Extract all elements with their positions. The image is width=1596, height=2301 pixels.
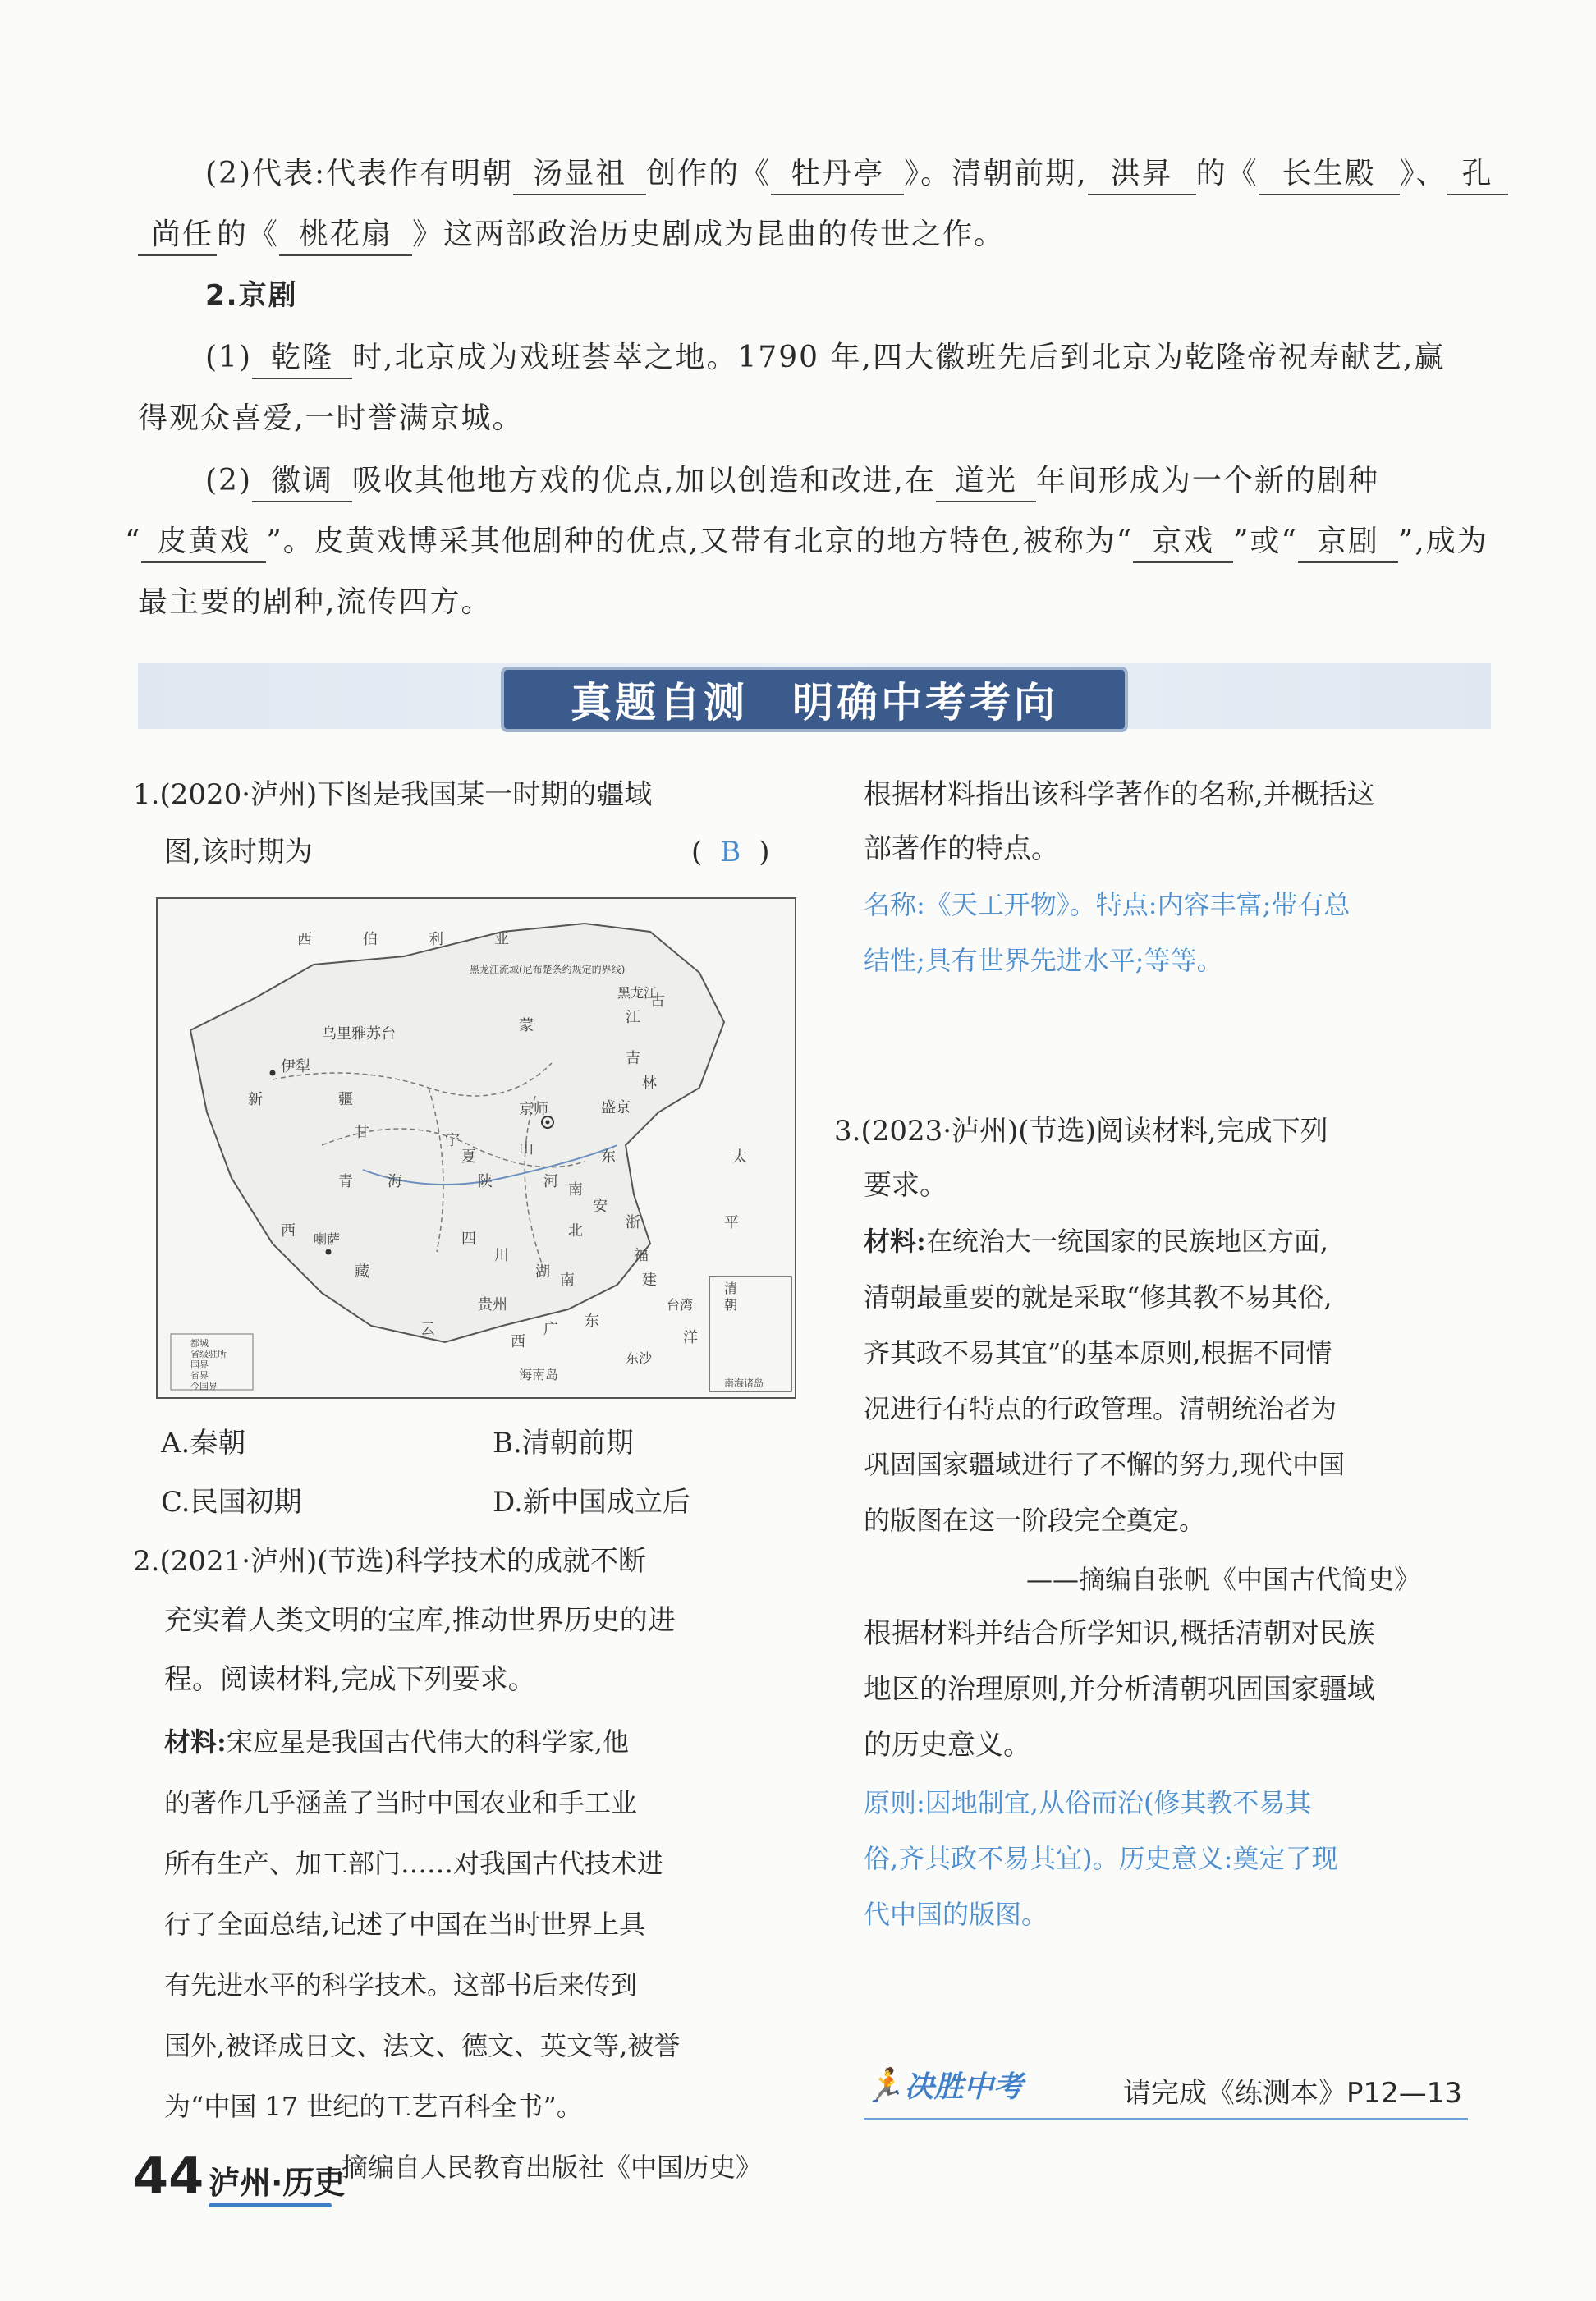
book-title: 泸州·历史 <box>209 2165 346 2201</box>
map-label-dongsha: 东沙 <box>626 1350 653 1366</box>
blank-pihuangxi: 皮黄戏 <box>141 522 266 563</box>
p1-line1: (2)代表:代表作有明朝 汤显祖 创作的《 牡丹亭 》。清朝前期, 洪昇 的《 长生殿 》、 孔 <box>205 149 1508 199</box>
p3-line1: (2) 徽调 吸收其他地方戏的优点,加以创造和改进,在 道光 年间形成为一个新的剧种 <box>205 456 1379 506</box>
q2-material-5: 有先进水平的科学技术。这部书后来传到 <box>164 1969 638 2001</box>
q1-answer: ( B ) <box>691 836 770 869</box>
p1-line2: 尚任 的《 桃花扇 》这两部政治历史剧成为昆曲的传世之作。 <box>138 210 1005 259</box>
q3-material-2: 清朝最重要的就是采取“修其教不易其俗, <box>864 1281 1332 1313</box>
map-inset-box <box>709 1277 791 1391</box>
map-label-guizhou: 贵州 <box>478 1296 507 1313</box>
q3-question-3: 的历史意义。 <box>864 1729 1031 1762</box>
map-label-si: 四 <box>461 1231 476 1248</box>
q2-line3: 程。阅读材料,完成下列要求。 <box>164 1663 536 1696</box>
blank-tang-xianzu: 汤显祖 <box>513 154 646 195</box>
blank-huidiao: 徽调 <box>252 461 352 502</box>
legend-border: 国界 <box>190 1359 209 1370</box>
q2-question-2: 部著作的特点。 <box>864 832 1059 865</box>
map-label-jian: 建 <box>642 1272 657 1289</box>
map-city-lasa <box>326 1249 332 1255</box>
map-label-jingshi: 京师 <box>519 1101 548 1118</box>
map-label-xia: 夏 <box>461 1148 476 1166</box>
map-label-hainan: 海南岛 <box>519 1367 559 1382</box>
map-label-uliastai: 乌里雅苏台 <box>322 1025 396 1043</box>
map-city-yili <box>270 1070 276 1076</box>
map-label-shan: 山 <box>519 1140 534 1157</box>
legend-provincial-seat: 省级驻所 <box>190 1349 227 1359</box>
q1-line1: 1.(2020·泸州)下图是我国某一时期的疆域 <box>133 778 653 811</box>
map-label-inset-qing: 清 <box>724 1281 738 1296</box>
map-label-nan-2: 南 <box>568 1181 583 1199</box>
section-banner: 真题自测 明确中考考向 <box>501 667 1128 732</box>
q3-material-5: 巩固国家疆域进行了不懈的努力,现代中国 <box>864 1449 1346 1480</box>
map-note: 黑龙江流域(尼布楚条约规定的界线) <box>470 964 626 975</box>
p3-line3: 最主要的剧种,流传四方。 <box>138 585 493 619</box>
q3-question-1: 根据材料并结合所学知识,概括清朝对民族 <box>864 1617 1375 1650</box>
page-number: 44 <box>133 2146 204 2206</box>
q3-line1: 3.(2023·泸州)(节选)阅读材料,完成下列 <box>834 1115 1328 1148</box>
q3-material-1: 材料:在统治大一统国家的民族地区方面, <box>864 1226 1329 1257</box>
blank-jingju: 京剧 <box>1298 522 1398 563</box>
blank-taohuashan: 桃花扇 <box>279 215 412 256</box>
p2-line1: (1) 乾隆 时,北京成为戏班荟萃之地。1790 年,四大徽班先后到北京为乾隆帝祝寿献艺,赢 <box>205 333 1445 383</box>
q1-line2: 图,该时期为 <box>164 836 313 869</box>
q2-material-3: 所有生产、加工部门……对我国古代技术进 <box>164 1848 664 1879</box>
map-label-4: 亚 <box>494 931 509 948</box>
map-label-shengjing: 盛京 <box>601 1099 631 1116</box>
map-capital-dot <box>546 1121 550 1125</box>
q3-material-6: 的版图在这一阶段完全奠定。 <box>864 1505 1206 1536</box>
blank-qianlong: 乾隆 <box>252 338 352 379</box>
map-label-yun: 云 <box>420 1321 435 1338</box>
map-label-taiwan: 台湾 <box>667 1297 694 1313</box>
map-label-guang: 广 <box>543 1321 558 1338</box>
map-label-xin: 新 <box>248 1091 263 1108</box>
badge-rule <box>864 2118 1468 2120</box>
blank-mudanting: 牡丹亭 <box>771 154 904 195</box>
runner-icon: 🏃 <box>864 2067 905 2105</box>
q2-answer-1: 名称:《天工开物》。特点:内容丰富;带有总 <box>864 889 1351 920</box>
q2-line2: 充实着人类文明的宝库,推动世界历史的进 <box>164 1604 676 1637</box>
map-label-zhe: 浙 <box>626 1214 640 1231</box>
q3-material-4: 况进行有特点的行政管理。清朝统治者为 <box>864 1393 1337 1424</box>
blank-shangren: 尚任 <box>138 215 217 256</box>
map-label-2: 伯 <box>363 931 378 948</box>
map-label-an: 安 <box>593 1198 608 1215</box>
blank-kong: 孔 <box>1447 154 1508 195</box>
q3-answer-2: 俗,齐其政不易其宜)。历史意义:奠定了现 <box>864 1843 1338 1874</box>
p2-line2: 得观众喜爱,一时誉满京城。 <box>138 401 524 435</box>
q2-question-1: 根据材料指出该科学著作的名称,并概括这 <box>864 778 1375 811</box>
map-label-dong: 东 <box>585 1313 599 1330</box>
map-label-meng: 蒙 <box>519 1017 534 1034</box>
q3-answer-1: 原则:因地制宜,从俗而治(修其教不易其 <box>864 1787 1312 1818</box>
map-label-dong-2: 东 <box>601 1148 616 1166</box>
legend-modern-border: 今国界 <box>190 1381 218 1391</box>
q2-material-1: 材料:宋应星是我国古代伟大的科学家,他 <box>164 1726 630 1758</box>
qing-territory-map <box>156 897 796 1399</box>
q1-option-d: D.新中国成立后 <box>493 1486 690 1519</box>
map-label-ping: 平 <box>724 1214 739 1231</box>
map-label-xi: 西 <box>281 1222 296 1240</box>
map-label-ning: 宁 <box>445 1132 460 1149</box>
q2-material-2: 的著作几乎涵盖了当时中国农业和手工业 <box>164 1787 638 1818</box>
q3-source: ——摘编自张帆《中国古代简史》 <box>1026 1564 1421 1595</box>
map-label-jiang-2: 江 <box>626 1009 640 1026</box>
map-label-tai: 太 <box>732 1148 747 1166</box>
map-label-lin: 林 <box>642 1075 657 1092</box>
map-label-ji: 吉 <box>626 1050 640 1067</box>
map-label-zang: 藏 <box>355 1263 369 1281</box>
map-label-jiang: 疆 <box>338 1091 353 1108</box>
blank-hong-sheng: 洪昇 <box>1088 154 1196 195</box>
legend-province-border: 省界 <box>190 1370 209 1381</box>
q2-material-6: 国外,被译成日文、法文、德文、英文等,被誉 <box>164 2030 681 2061</box>
q2-source: ——摘编自人民教育出版社《中国历史》 <box>289 2152 763 2183</box>
p3-line2: “ 皮黄戏 ”。皮黄戏博采其他剧种的优点,又带有北京的地方特色,被称为“ 京戏 ”或“ 京剧 ”,成为 <box>125 517 1488 566</box>
map-label-shaan: 陕 <box>478 1173 493 1190</box>
map-label-gu: 古 <box>650 992 665 1010</box>
map-label-yili: 伊犁 <box>281 1058 310 1075</box>
footer-accent-line <box>209 2203 332 2207</box>
q3-material-3: 齐其政不易其宜”的基本原则,根据不同情 <box>864 1337 1332 1368</box>
q1-option-a: A.秦朝 <box>161 1427 246 1460</box>
juesheng-zhongkao-badge: 🏃决胜中考 <box>864 2067 1023 2105</box>
map-label-chuan: 川 <box>494 1247 509 1264</box>
q3-material-label: 材料: <box>864 1226 926 1257</box>
map-label-gan: 甘 <box>355 1124 369 1141</box>
map-label-siberia: 西 <box>297 931 312 948</box>
map-label-bei: 北 <box>568 1222 583 1240</box>
heading-jingju: 2.京剧 <box>205 279 298 312</box>
q3-question-2: 地区的治理原则,并分析清朝巩固国家疆域 <box>864 1673 1375 1706</box>
map-label-heilongjiang: 黑龙江 <box>617 985 658 1001</box>
map-label-3: 利 <box>429 931 443 948</box>
map-label-nanhai: 南海诸岛 <box>724 1377 764 1389</box>
map-label-lasa: 喇萨 <box>314 1231 341 1247</box>
map-label-inset-chao: 朝 <box>724 1297 738 1313</box>
blank-jingxi: 京戏 <box>1133 522 1233 563</box>
map-label-he: 河 <box>543 1173 558 1190</box>
practice-instruction: 请完成《练测本》P12—13 <box>1123 2077 1463 2110</box>
blank-daoguang: 道光 <box>936 461 1036 502</box>
q2-answer-2: 结性;具有世界先进水平;等等。 <box>864 945 1223 976</box>
q2-material-label: 材料: <box>164 1726 227 1758</box>
q1-option-c: C.民国初期 <box>161 1486 302 1519</box>
q2-line1: 2.(2021·泸州)(节选)科学技术的成就不断 <box>133 1545 646 1578</box>
map-label-yang: 洋 <box>683 1329 698 1346</box>
map-label-nan: 南 <box>560 1272 575 1289</box>
q3-line2: 要求。 <box>864 1169 947 1202</box>
map-svg <box>158 899 795 1397</box>
map-label-qing: 青 <box>338 1173 353 1190</box>
map-label-fu: 福 <box>634 1247 649 1264</box>
map-label-hu: 湖 <box>535 1263 550 1281</box>
legend-capital: 都城 <box>190 1338 209 1349</box>
map-label-hai: 海 <box>388 1173 402 1190</box>
q2-material-4: 行了全面总结,记述了中国在当时世界上具 <box>164 1909 646 1940</box>
q1-option-b: B.清朝前期 <box>493 1427 634 1460</box>
blank-changshengdian: 长生殿 <box>1259 154 1400 195</box>
q3-answer-3: 代中国的版图。 <box>864 1899 1048 1930</box>
q2-material-7: 为“中国 17 世纪的工艺百科全书”。 <box>164 2091 583 2122</box>
map-label-xi-2: 西 <box>511 1333 525 1350</box>
